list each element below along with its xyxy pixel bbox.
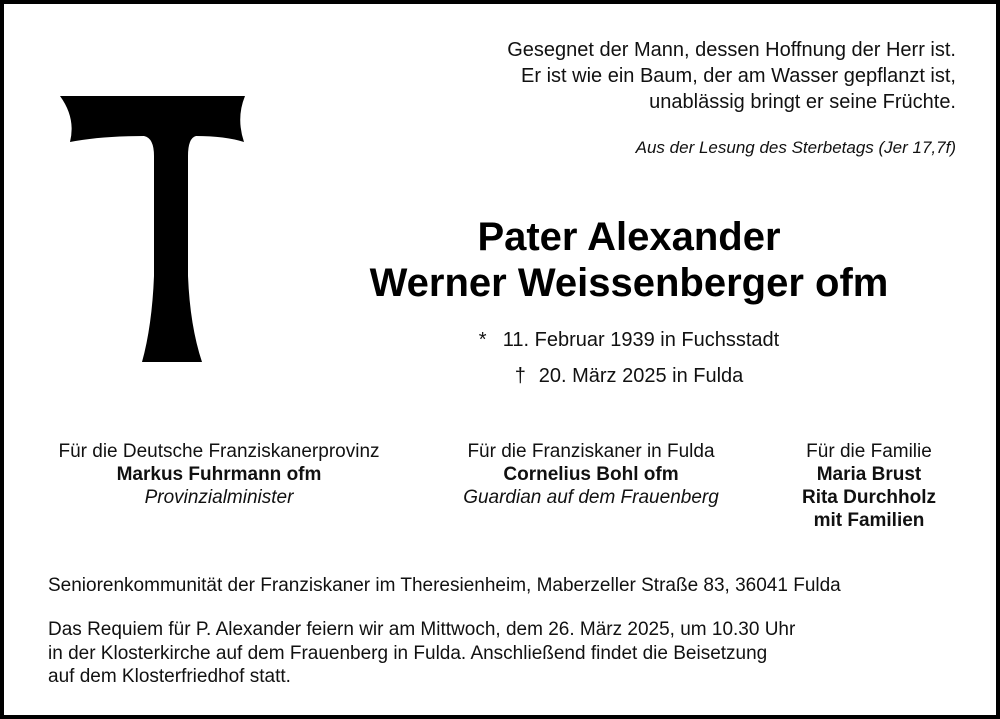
requiem-line: in der Klosterkirche auf dem Frauenberg in Fulda. Anschließend findet die Beisetzung bbox=[48, 642, 768, 664]
quote-line: Gesegnet der Mann, dessen Hoffnung der Herr ist. bbox=[507, 39, 956, 61]
signatory-heading: Für die Franziskaner in Fulda bbox=[467, 441, 715, 462]
tau-cross-icon bbox=[60, 96, 260, 362]
signatory-family bbox=[764, 440, 974, 532]
birth-line bbox=[254, 322, 1000, 358]
signatory-heading: Für die Familie bbox=[806, 441, 932, 462]
deceased-name bbox=[254, 214, 1000, 306]
signatory-name: mit Familien bbox=[813, 510, 925, 531]
address-line: Seniorenkommunität der Franziskaner im Theresienheim, Maberzeller Straße 83, 36041 Fulda bbox=[48, 575, 841, 596]
name-line-2: Werner Weissenberger ofm bbox=[369, 261, 889, 305]
signatory-name: Maria Brust bbox=[816, 464, 922, 485]
signatory-province bbox=[19, 440, 419, 509]
signatory-heading: Für die Deutsche Franziskanerprovinz bbox=[58, 441, 380, 462]
quote-line: unablässig bringt er seine Früchte. bbox=[649, 91, 956, 113]
signatory-name: Rita Durchholz bbox=[801, 487, 937, 508]
bible-quote bbox=[507, 37, 956, 159]
quote-line: Er ist wie ein Baum, der am Wasser gepflanzt ist, bbox=[521, 65, 956, 87]
signatory-role: Guardian auf dem Frauenberg bbox=[463, 487, 719, 508]
quote-source: Aus der Lesung des Sterbetags (Jer 17,7f) bbox=[635, 138, 956, 157]
signatory-name: Markus Fuhrmann ofm bbox=[116, 464, 322, 485]
signatory-fulda bbox=[426, 440, 756, 509]
name-line-1: Pater Alexander bbox=[477, 215, 781, 259]
requiem-line: Das Requiem für P. Alexander feiern wir am Mittwoch, dem 26. März 2025, um 10.30 Uhr bbox=[48, 619, 796, 640]
death-date: 20. März 2025 in Fulda bbox=[538, 365, 744, 387]
signatory-role: Provinzialminister bbox=[144, 487, 294, 508]
death-cross-symbol: † bbox=[514, 365, 526, 387]
birth-symbol: * bbox=[478, 329, 487, 351]
requiem-line: auf dem Klosterfriedhof statt. bbox=[48, 666, 291, 687]
birth-date: 11. Februar 1939 in Fuchsstadt bbox=[502, 329, 780, 351]
signatory-name: Cornelius Bohl ofm bbox=[503, 464, 679, 485]
requiem-notice bbox=[48, 618, 968, 689]
life-dates bbox=[254, 322, 1000, 394]
death-line bbox=[254, 358, 1000, 394]
